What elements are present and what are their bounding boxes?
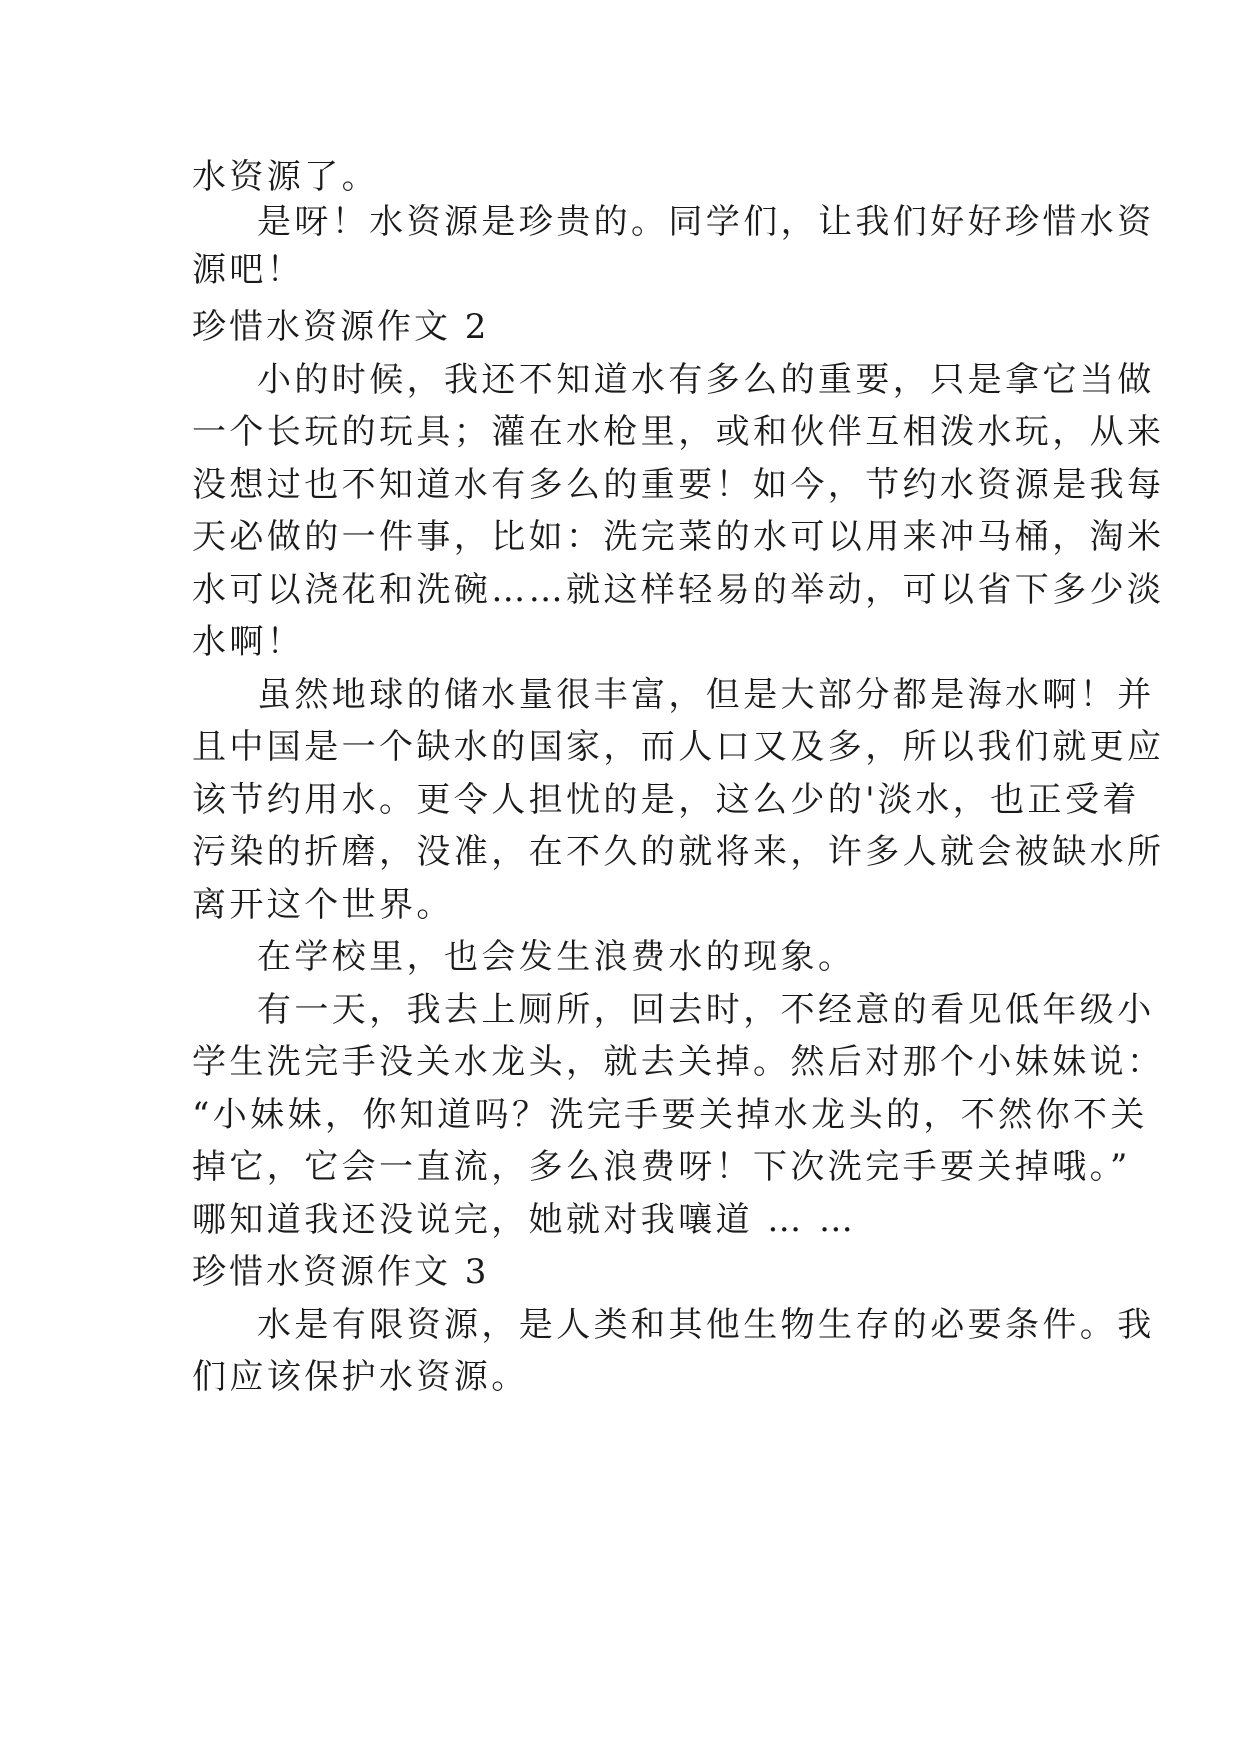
paragraph-line: 是呀！水资源是珍贵的。同学们，让我们好好珍惜水资 (257, 202, 1155, 242)
text-line: 该节约用水。更令人担忧的是，这么少的'淡水，也正受着 (192, 780, 1140, 820)
text-line: 水啊！ (192, 622, 305, 662)
text-line: 离开这个世界。 (192, 885, 454, 925)
section-heading-2: 珍惜水资源作文 2 (192, 307, 490, 347)
text-line: 源吧！ (192, 250, 305, 290)
text-line: 水资源了。 (192, 157, 379, 197)
section-heading-3: 珍惜水资源作文 3 (192, 1252, 490, 1292)
paragraph-line: 虽然地球的储水量很丰富，但是大部分都是海水啊！并 (257, 675, 1155, 715)
paragraph-line: 在学校里，也会发生浪费水的现象。 (257, 937, 856, 977)
text-line: “小妹妹，你知道吗？洗完手要关掉水龙头的，不然你不关 (192, 1095, 1148, 1135)
text-line: 污染的折磨，没准，在不久的就将来，许多人就会被缺水所 (192, 832, 1165, 872)
paragraph-line: 有一天，我去上厕所，回去时，不经意的看见低年级小 (257, 990, 1155, 1030)
text-line: 没想过也不知道水有多么的重要！如今，节约水资源是我每 (192, 465, 1165, 505)
text-line: 一个长玩的玩具；灌在水枪里，或和伙伴互相泼水玩，从来 (192, 412, 1165, 452)
text-line: 掉它，它会一直流，多么浪费呀！下次洗完手要关掉哦。” (192, 1147, 1131, 1187)
text-line: 天必做的一件事，比如：洗完菜的水可以用来冲马桶，淘米 (192, 517, 1165, 557)
paragraph-line: 小的时候，我还不知道水有多么的重要，只是拿它当做 (257, 360, 1155, 400)
text-line: 们应该保护水资源。 (192, 1357, 529, 1397)
text-line: 哪知道我还没说完，她就对我嚷道 … … (192, 1200, 857, 1240)
text-line: 且中国是一个缺水的国家，而人口又及多，所以我们就更应 (192, 727, 1165, 767)
text-line: 水可以浇花和洗碗……就这样轻易的举动，可以省下多少淡 (192, 570, 1165, 610)
text-line: 学生洗完手没关水龙头，就去关掉。然后对那个小妹妹说： (192, 1042, 1165, 1082)
paragraph-line: 水是有限资源，是人类和其他生物生存的必要条件。我 (257, 1305, 1155, 1345)
